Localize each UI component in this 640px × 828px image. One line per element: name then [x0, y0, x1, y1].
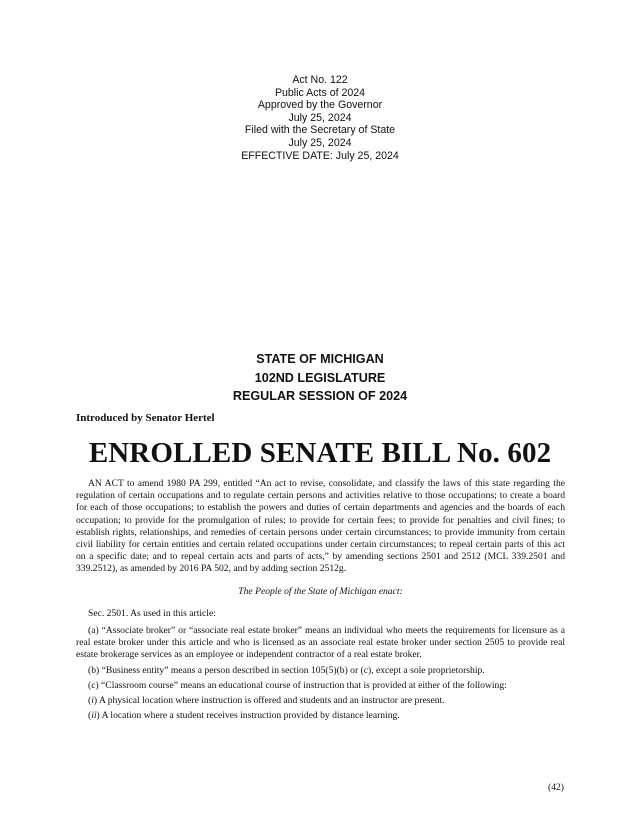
- introduced-by: Introduced by Senator Hertel: [76, 412, 215, 424]
- filed-date: July 25, 2024: [288, 136, 352, 149]
- page-number: (42): [548, 782, 564, 793]
- state-header: [0, 350, 640, 406]
- state-name: STATE OF MICHIGAN: [256, 352, 384, 366]
- act-header: [0, 74, 640, 162]
- preamble: AN ACT to amend 1980 PA 299, entitled “An act to revise, consolidate, and classify the laws of this state regarding the regulation of certain occupations and to regulate certain persons and activities relative to those occupations; to create a board for each of those occupations; to establish the powers and duties of certain departments and agencies and the boards of each occupation; to provide for the promulgation of rules; to provide for certain fees; to provide for penalties and civil fines; to establish rights, relationships, and remedies of certain persons under certain circumstances; to provide immunity from certain civil liability for certain entities and certain related occupations under certain circumstances; to repeal certain parts of this act on a specific date; and to repeal certain acts and parts of acts,” by amending sections 2501 and 2512 (MCL 339.2501 and 339.2512), as amended by 2016 PA 502, and by adding section 2512g.: [76, 478, 565, 575]
- definition-b: (b) “Business entity” means a person described in section 105(5)(b) or (c), except a sole proprietorship.: [88, 664, 485, 676]
- definition-c-ii-text: A location where a student receives instruction provided by distance learning.: [99, 710, 400, 722]
- definition-c-i: (i) A physical location where instruction is offered and students and an instructor are present.: [88, 695, 445, 707]
- effective-date: EFFECTIVE DATE: July 25, 2024: [241, 149, 399, 162]
- definition-a: (a) “Associate broker” or “associate real estate broker” means an individual who meets the requirements for licensure as a real estate broker under this article and who is licensed as an associate real estate broker under section 2505 to provide real estate brokerage services as an employee or independent contractor of a real estate broker.: [76, 625, 565, 661]
- enacting-clause: The People of the State of Michigan enact:: [238, 585, 403, 597]
- bill-title: ENROLLED SENATE BILL No. 602: [88, 437, 552, 469]
- act-number: Act No. 122: [292, 74, 348, 86]
- definition-c-i-text: A physical location where instruction is offered and students and an instructor are present.: [97, 695, 445, 707]
- approved-by: Approved by the Governor: [257, 99, 383, 112]
- definition-c: (c) “Classroom course” means an educational course of instruction that is provided at either of the following:: [88, 679, 507, 691]
- definition-c-i-number: i: [91, 695, 94, 707]
- session: REGULAR SESSION OF 2024: [232, 389, 408, 403]
- definition-c-ii: (ii) A location where a student receives instruction provided by distance learning.: [88, 710, 400, 722]
- filed-with: Filed with the Secretary of State: [244, 124, 396, 137]
- public-acts: Public Acts of 2024: [274, 86, 366, 99]
- bill-body: [76, 478, 565, 725]
- legislature: 102ND LEGISLATURE: [254, 370, 386, 385]
- section-intro: Sec. 2501. As used in this article:: [88, 607, 216, 619]
- definition-c-ii-number: ii: [91, 710, 97, 722]
- approved-date: July 25, 2024: [288, 111, 352, 124]
